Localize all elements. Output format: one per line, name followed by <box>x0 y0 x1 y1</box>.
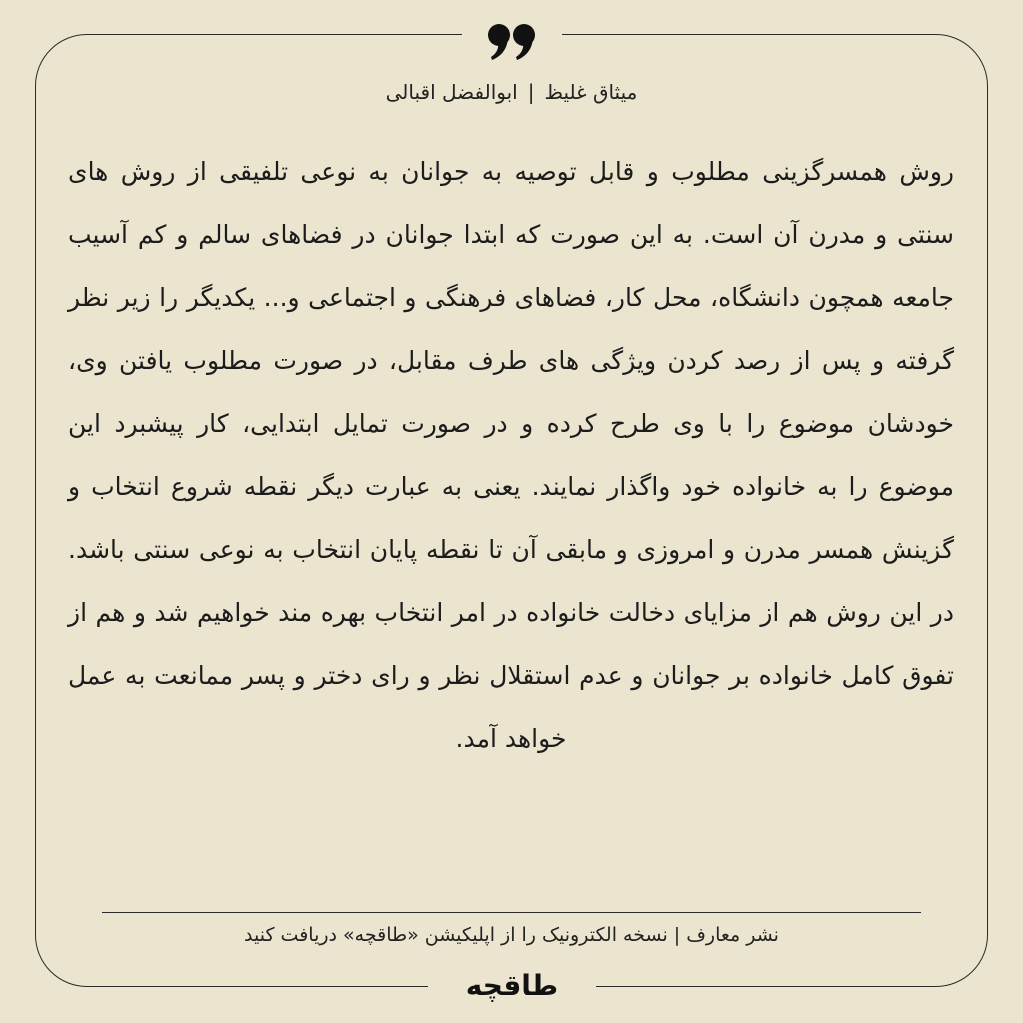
taaghche-logo: طاقچه <box>465 969 559 1002</box>
byline <box>0 80 1023 104</box>
quotation-mark-icon <box>486 22 538 62</box>
author-name: ابوالفضل اقبالی <box>385 80 518 104</box>
byline-separator: | <box>527 80 535 104</box>
footer-divider <box>102 912 921 913</box>
book-title: میثاق غلیظ <box>544 80 638 104</box>
quote-paragraph: روش همسرگزینی مطلوب و قابل توصیه به جوانان به نوعی تلفیقی از روش های سنتی و مدرن آن است. به این صورت که ابتدا جوانان در فضاهای سالم و کم آسیب جامعه همچون دانشگاه، محل کار، فضاهای فرهنگی و اجتماعی و... یکدیگر را زیر نظر گرفته و پس از رصد کردن ویژگی های طرف مقابل، در صورت مطلوب یافتن وی، خودشان موضوع را با وی طرح کرده و در صورت تمایل ابتدایی، کار پیشبرد این موضوع را به خانواده خود واگذار نمایند. یعنی به عبارت دیگر نقطه شروع انتخاب و گزینش همسر مدرن و امروزی و مابقی آن تا نقطه پایان انتخاب به نوعی سنتی باشد. در این روش هم از مزایای دخالت خانواده در امر انتخاب بهره مند خواهیم شد و هم از تفوق کامل خانواده بر جوانان و عدم استقلال نظر و رای دختر و پسر ممانعت به عمل خواهد آمد. <box>68 157 954 753</box>
footer-note: نشر معارف | نسخه الکترونیک را از اپلیکیشن «طاقچه» دریافت کنید <box>244 924 779 946</box>
